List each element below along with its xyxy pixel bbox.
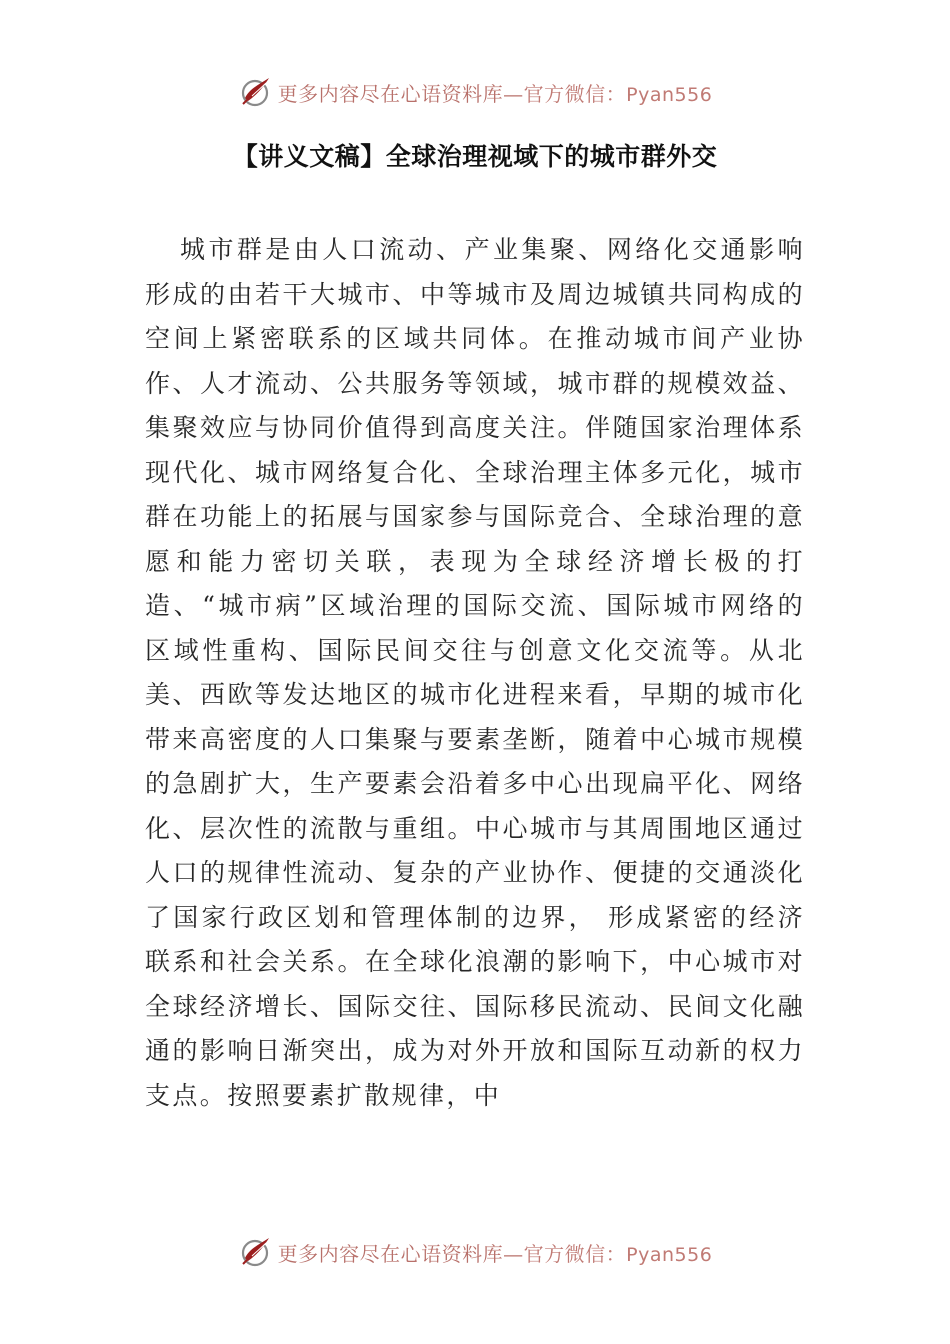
banner-text: 更多内容尽在心语资料库 [277, 81, 504, 106]
quill-swirl-logo-icon [238, 74, 274, 110]
banner-wechat-id: Pyan556 [626, 83, 713, 106]
quill-swirl-logo-icon [238, 1234, 274, 1270]
header-banner [0, 70, 950, 114]
banner-wechat-label: 官方微信： [523, 1241, 627, 1266]
banner-separator: — [503, 81, 524, 106]
footer-banner [0, 1230, 950, 1274]
banner-separator: — [503, 1241, 524, 1266]
banner-wechat-label: 官方微信： [523, 81, 627, 106]
document-title: 【讲义文稿】全球治理视域下的城市群外交 [232, 142, 718, 171]
body-paragraph: 城市群是由人口流动、产业集聚、网络化交通影响形成的由若干大城市、中等城市及周边城镇共同构成的空间上紧密联系的区域共同体。在推动城市间产业协作、人才流动、公共服务等领域，城市群的规模效益、集聚效应与协同价值得到高度关注。伴随国家治理体系现代化、城市网络复合化、全球治理主体多元化，城市群在功能上的拓展与国家参与国际竞合、全球治理的意愿和能力密切关联，表现为全球经济增长极的打造、“城市病”区域治理的国际交流、国际城市网络的区域性重构、国际民间交往与创意文化交流等。从北美、西欧等发达地区的城市化进程来看，早期的城市化带来高密度的人口集聚与要素垄断，随着中心城市规模的急剧扩大，生产要素会沿着多中心出现扁平化、网络化、层次性的流散与重组。中心城市与其周围地区通过人口的规律性流动、复杂的产业协作、便捷的交通淡化了国家行政区划和管理体制的边界， 形成紧密的经济联系和社会关系。在全球化浪潮的影响下，中心城市对全球经济增长、国际交往、国际移民流动、民间文化融通的影响日渐突出，成为对外开放和国际互动新的权力支点。按照要素扩散规律，中 [145, 235, 805, 1110]
banner-text: 更多内容尽在心语资料库 [277, 1241, 504, 1266]
banner-wechat-id: Pyan556 [626, 1243, 713, 1266]
